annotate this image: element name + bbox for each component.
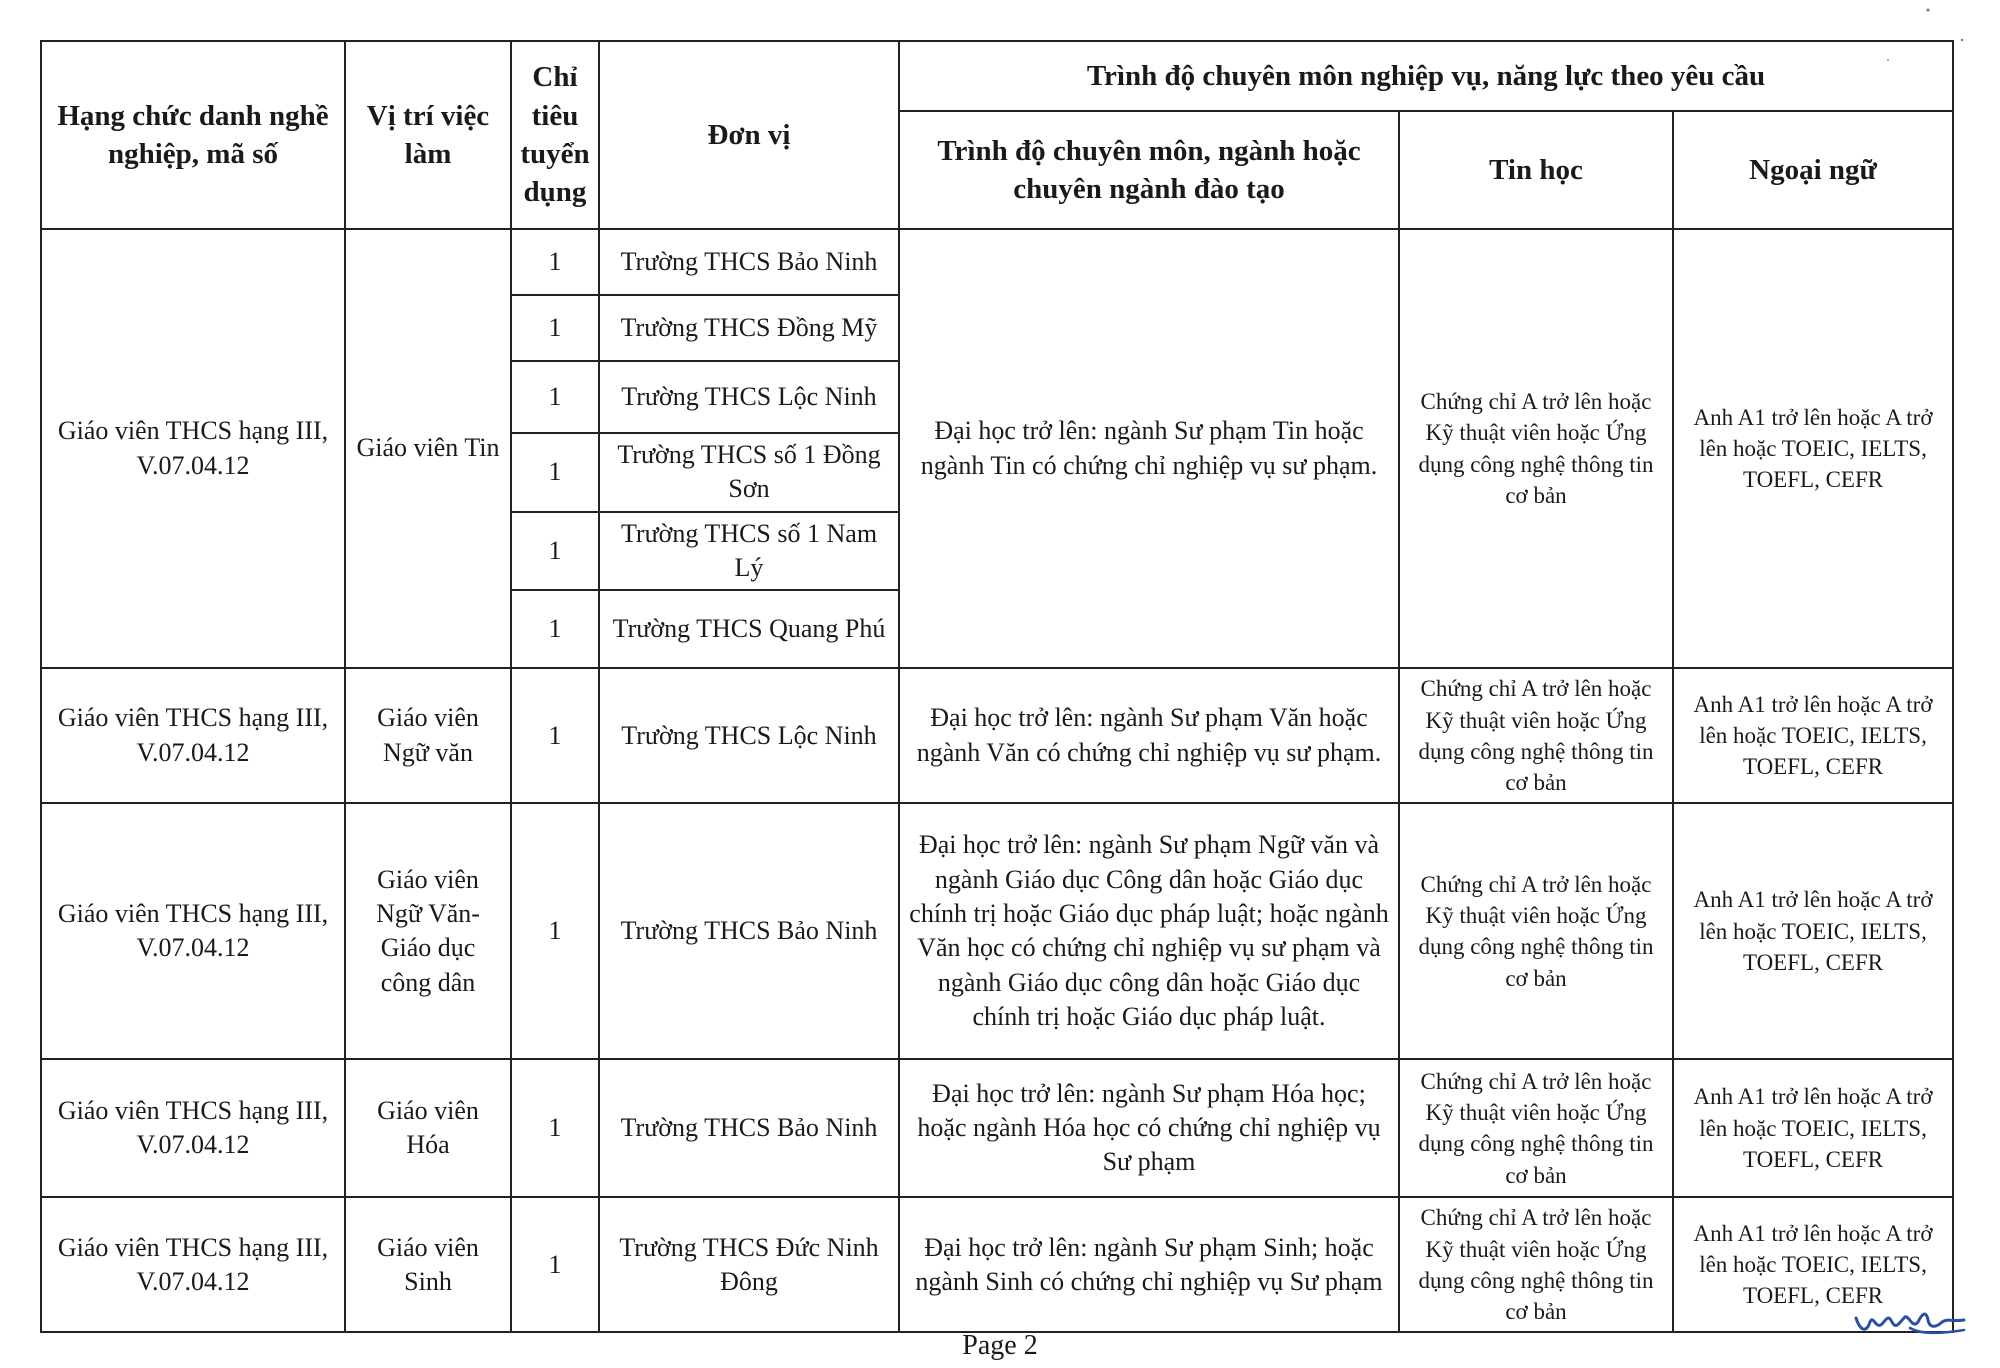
cell-major: Đại học trở lên: ngành Sư phạm Ngữ văn và ngành Giáo dục Công dân hoặc Giáo dục chính trị hoặc Giáo dục pháp luật; hoặc ngành Văn học có chứng chỉ nghiệp vụ sư phạm và ngành Giáo dục công dân hoặc Giáo dục chính trị hoặc Giáo dục pháp luật. [899,803,1399,1059]
table-row [41,803,1953,1059]
cell-rank: Giáo viên THCS hạng III, V.07.04.12 [41,1059,345,1197]
header-rank: Hạng chức danh nghề nghiệp, mã số [41,41,345,229]
header-it: Tin học [1399,111,1673,229]
cell-it: Chứng chỉ A trở lên hoặc Kỹ thuật viên hoặc Ứng dụng công nghệ thông tin cơ bản [1399,1059,1673,1197]
header-quota: Chỉ tiêu tuyển dụng [511,41,599,229]
cell-quota: 1 [511,590,599,668]
cell-language: Anh A1 trở lên hoặc A trở lên hoặc TOEIC, IELTS, TOEFL, CEFR [1673,668,1953,803]
cell-unit: Trường THCS số 1 Đồng Sơn [599,433,899,512]
cell-unit: Trường THCS Bảo Ninh [599,1059,899,1197]
cell-it: Chứng chỉ A trở lên hoặc Kỹ thuật viên hoặc Ứng dụng công nghệ thông tin cơ bản [1399,668,1673,803]
cell-language: Anh A1 trở lên hoặc A trở lên hoặc TOEIC, IELTS, TOEFL, CEFR [1673,1197,1953,1332]
table-row [41,1059,1953,1197]
cell-position: Giáo viên Sinh [345,1197,511,1332]
cell-unit: Trường THCS Đức Ninh Đông [599,1197,899,1332]
cell-major: Đại học trở lên: ngành Sư phạm Tin hoặc ngành Tin có chứng chỉ nghiệp vụ sư phạm. [899,229,1399,668]
cell-rank: Giáo viên THCS hạng III, V.07.04.12 [41,1197,345,1332]
scan-specks [1870,0,2000,120]
header-requirements: Trình độ chuyên môn nghiệp vụ, năng lực theo yêu cầu [899,41,1953,111]
cell-unit: Trường THCS Lộc Ninh [599,361,899,433]
cell-major: Đại học trở lên: ngành Sư phạm Sinh; hoặc ngành Sinh có chứng chỉ nghiệp vụ Sư phạm [899,1197,1399,1332]
cell-language: Anh A1 trở lên hoặc A trở lên hoặc TOEIC, IELTS, TOEFL, CEFR [1673,1059,1953,1197]
cell-position: Giáo viên Tin [345,229,511,668]
cell-major: Đại học trở lên: ngành Sư phạm Văn hoặc ngành Văn có chứng chỉ nghiệp vụ sư phạm. [899,668,1399,803]
cell-rank: Giáo viên THCS hạng III, V.07.04.12 [41,668,345,803]
cell-quota: 1 [511,229,599,295]
table-row [41,668,1953,803]
cell-position: Giáo viên Ngữ văn [345,668,511,803]
cell-language: Anh A1 trở lên hoặc A trở lên hoặc TOEIC, IELTS, TOEFL, CEFR [1673,229,1953,668]
cell-it: Chứng chỉ A trở lên hoặc Kỹ thuật viên hoặc Ứng dụng công nghệ thông tin cơ bản [1399,803,1673,1059]
page-number: Page 2 [962,1330,1038,1361]
header-major: Trình độ chuyên môn, ngành hoặc chuyên ngành đào tạo [899,111,1399,229]
header-unit: Đơn vị [599,41,899,229]
cell-quota: 1 [511,1059,599,1197]
cell-quota: 1 [511,295,599,361]
cell-quota: 1 [511,668,599,803]
cell-quota: 1 [511,1197,599,1332]
cell-rank: Giáo viên THCS hạng III, V.07.04.12 [41,229,345,668]
cell-position: Giáo viên Hóa [345,1059,511,1197]
cell-it: Chứng chỉ A trở lên hoặc Kỹ thuật viên hoặc Ứng dụng công nghệ thông tin cơ bản [1399,229,1673,668]
cell-position: Giáo viên Ngữ Văn-Giáo dục công dân [345,803,511,1059]
cell-quota: 1 [511,433,599,512]
cell-unit: Trường THCS Bảo Ninh [599,229,899,295]
cell-unit: Trường THCS Bảo Ninh [599,803,899,1059]
cell-unit: Trường THCS số 1 Nam Lý [599,512,899,591]
cell-rank: Giáo viên THCS hạng III, V.07.04.12 [41,803,345,1059]
cell-quota: 1 [511,361,599,433]
cell-major: Đại học trở lên: ngành Sư phạm Hóa học; hoặc ngành Hóa học có chứng chỉ nghiệp vụ Sư phạm [899,1059,1399,1197]
header-position: Vị trí việc làm [345,41,511,229]
header-language: Ngoại ngữ [1673,111,1953,229]
cell-it: Chứng chỉ A trở lên hoặc Kỹ thuật viên hoặc Ứng dụng công nghệ thông tin cơ bản [1399,1197,1673,1332]
table-row [41,229,1953,295]
cell-unit: Trường THCS Lộc Ninh [599,668,899,803]
cell-unit: Trường THCS Quang Phú [599,590,899,668]
cell-unit: Trường THCS Đồng Mỹ [599,295,899,361]
cell-quota: 1 [511,512,599,591]
table-row [41,1197,1953,1332]
cell-language: Anh A1 trở lên hoặc A trở lên hoặc TOEIC, IELTS, TOEFL, CEFR [1673,803,1953,1059]
cell-quota: 1 [511,803,599,1059]
recruitment-table [40,40,1954,1333]
